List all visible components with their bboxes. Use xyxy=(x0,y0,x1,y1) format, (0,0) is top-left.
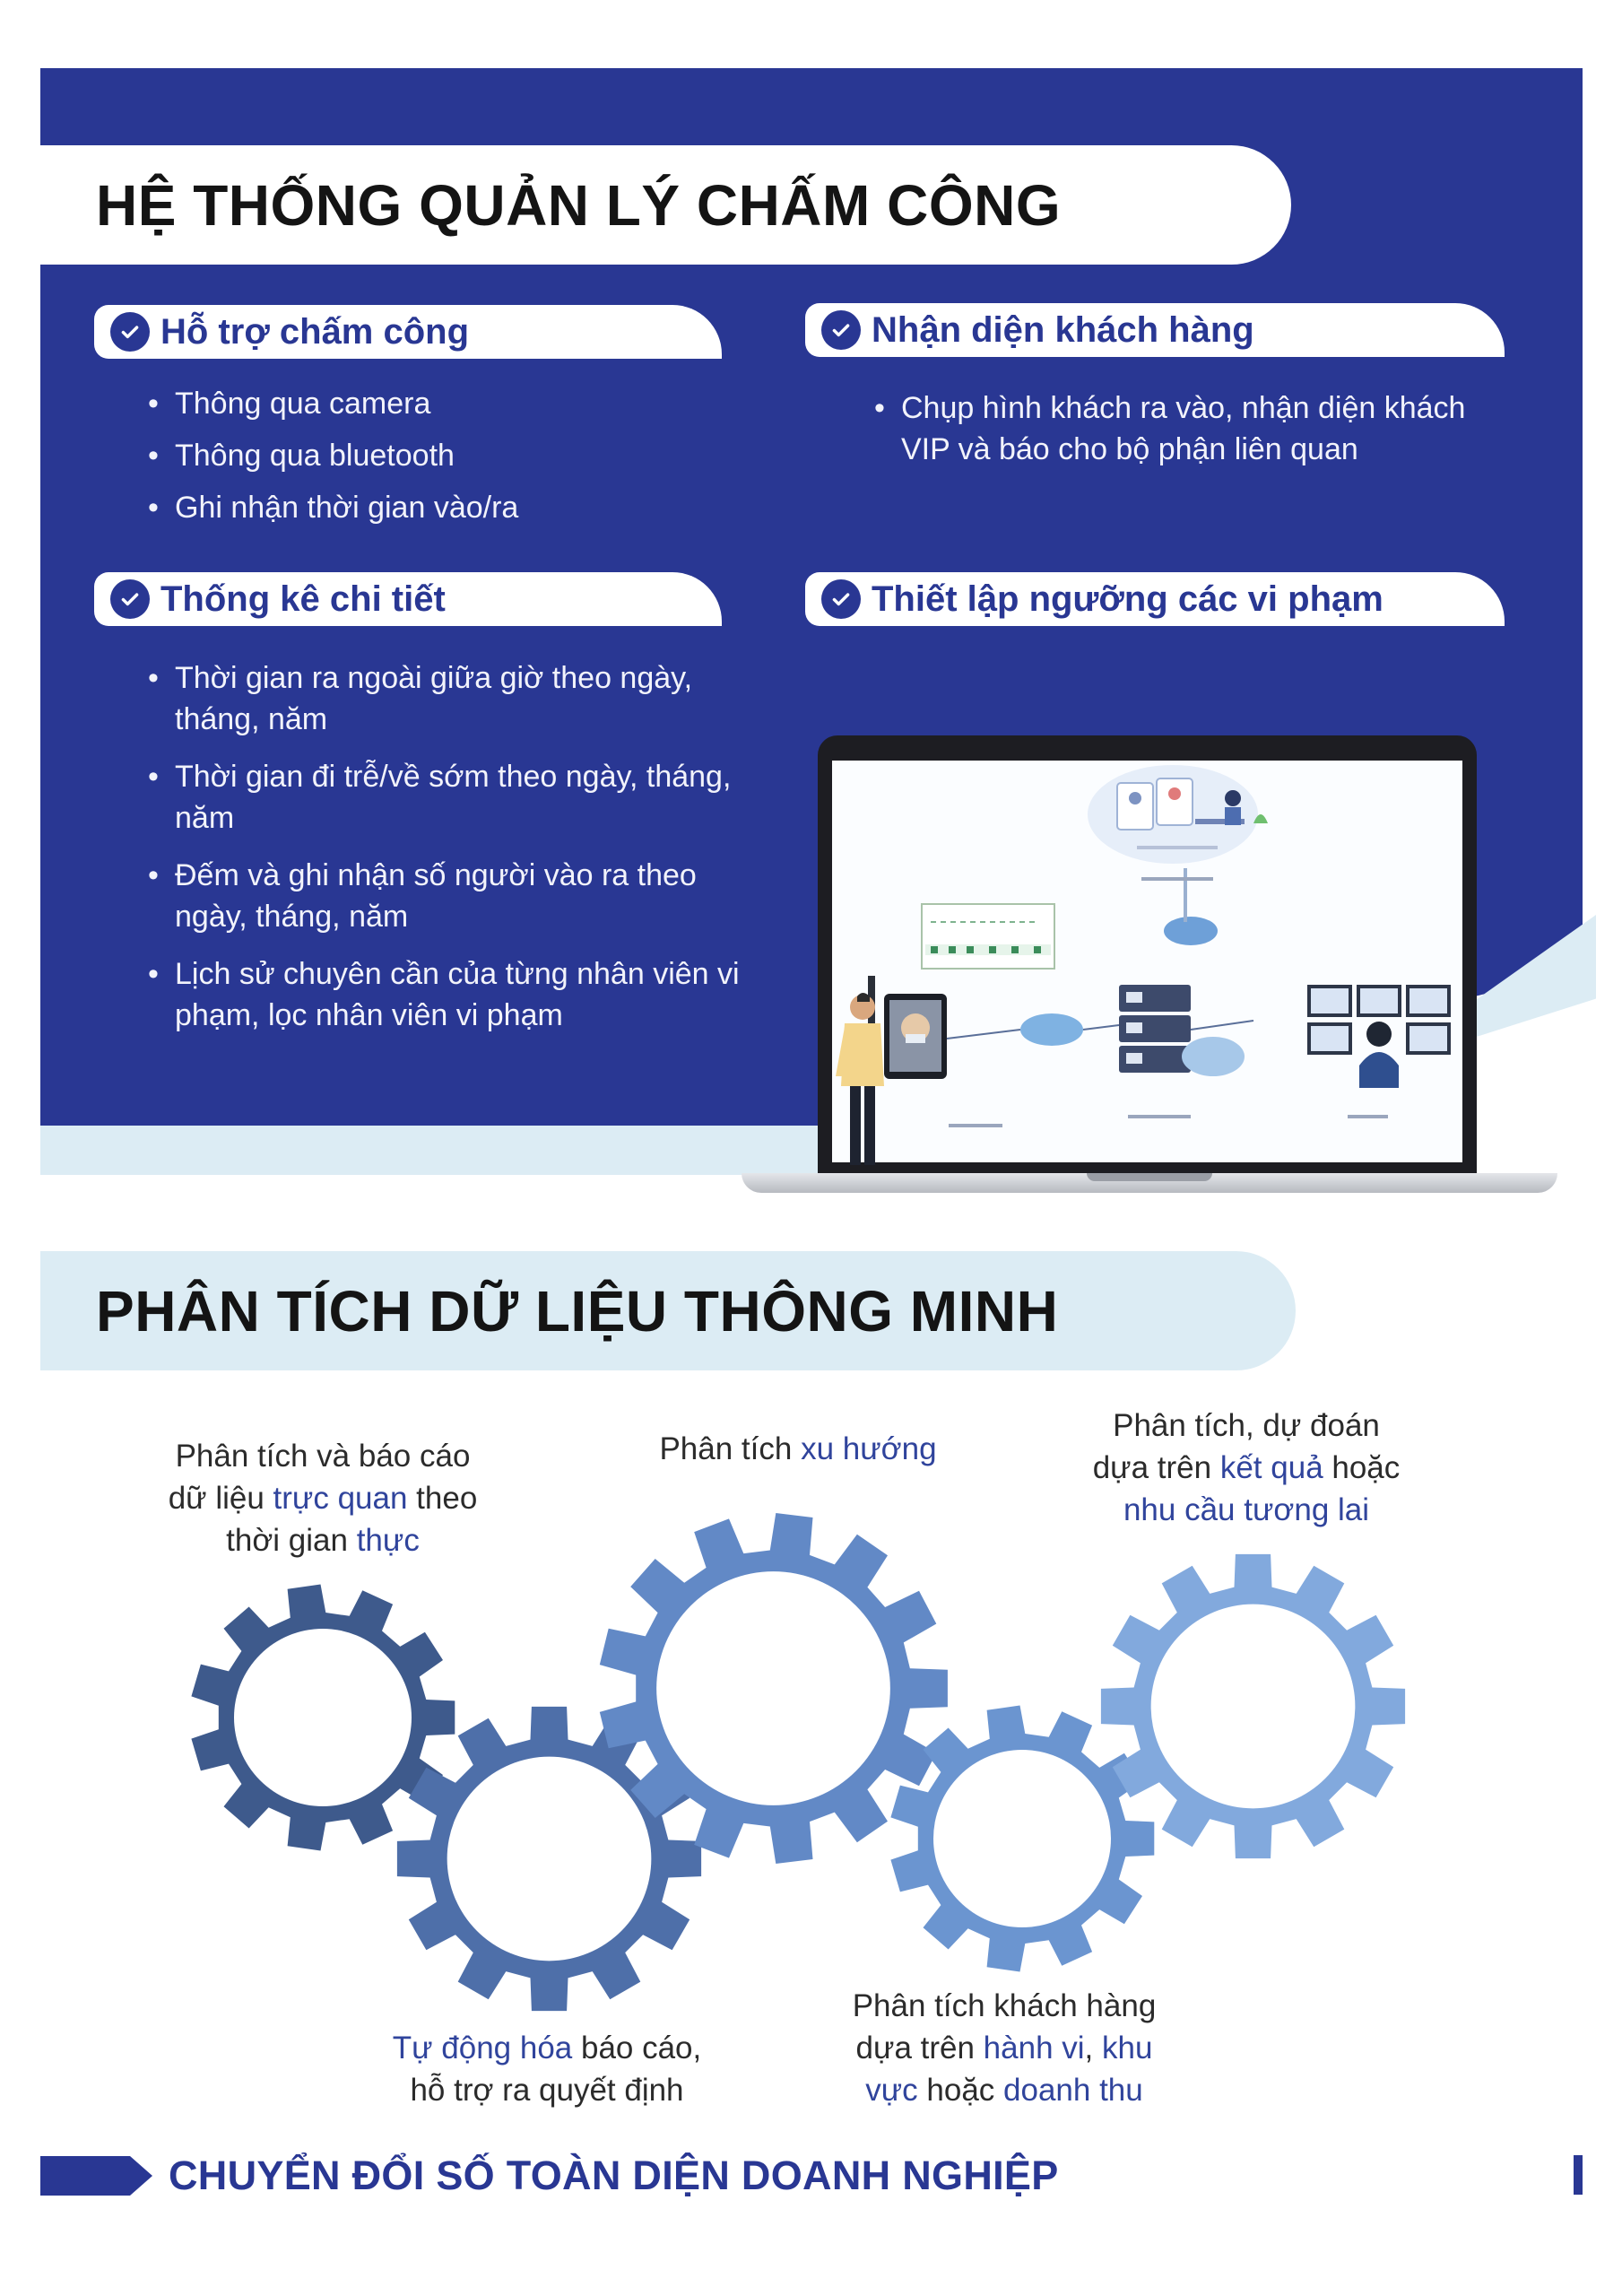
caption-line xyxy=(377,2027,717,2069)
caption-highlight: Tự động hóa xyxy=(392,2031,573,2066)
caption-highlight: thực xyxy=(356,1523,420,1558)
section1-title-bar xyxy=(40,145,1291,265)
section1-title: HỆ THỐNG QUẢN LÝ CHẤM CÔNG xyxy=(96,172,1062,238)
arrow-chevron-icon xyxy=(40,2156,152,2196)
list-item: • Thông qua camera xyxy=(148,383,722,424)
caption-highlight: hành vi xyxy=(983,2031,1085,2066)
feature-pill-violation-threshold xyxy=(805,572,1505,626)
feature-pill-attendance xyxy=(94,305,722,359)
caption-line xyxy=(1067,1447,1426,1489)
caption-line: hỗ trợ ra quyết định xyxy=(410,2073,684,2108)
caption-automation xyxy=(377,2027,717,2111)
feature-pill-statistics xyxy=(94,572,722,626)
check-circle-icon xyxy=(821,310,861,350)
caption-text: theo xyxy=(407,1481,478,1516)
gear-hole xyxy=(1151,1605,1356,1809)
caption-highlight: doanh thu xyxy=(1003,2073,1143,2108)
caption-text: thời gian xyxy=(226,1523,357,1558)
gear-hole xyxy=(234,1629,412,1806)
check-circle-icon xyxy=(110,312,150,352)
caption-line xyxy=(139,1477,507,1519)
caption-line: Phân tích, dự đoán xyxy=(1113,1408,1380,1443)
caption-text: hoặc xyxy=(917,2073,1004,2108)
caption-highlight: nhu cầu tương lai xyxy=(1123,1492,1370,1527)
gear-icon xyxy=(1098,1552,1408,1866)
caption-line xyxy=(1067,1489,1426,1531)
section2-title-bar xyxy=(40,1251,1296,1370)
list-item: • Lịch sử chuyên cần của từng nhân viên vi phạm, lọc nhân viên vi phạm xyxy=(148,953,740,1036)
caption-text: dựa trên xyxy=(1092,1450,1220,1485)
list-item: • Thời gian đi trễ/về sớm theo ngày, tháng, năm xyxy=(148,756,740,839)
caption-line: Phân tích và báo cáo xyxy=(175,1439,471,1474)
feature-pill-customer-recognition xyxy=(805,303,1505,357)
caption-highlight: khu xyxy=(1102,2031,1153,2066)
list-item: • Thông qua bluetooth xyxy=(148,435,722,476)
laptop-notch xyxy=(1087,1173,1212,1181)
caption-line xyxy=(619,1428,977,1470)
feature-label: Nhận diện khách hàng xyxy=(872,309,1254,350)
caption-line: Phân tích khách hàng xyxy=(852,1988,1157,2023)
list-item: • Đếm và ghi nhận số người vào ra theo ngày, tháng, năm xyxy=(148,855,740,937)
caption-highlight: xu hướng xyxy=(801,1431,937,1466)
laptop-screen xyxy=(832,761,1462,1162)
caption-text: Phân tích xyxy=(659,1431,802,1466)
feature-label: Hỗ trợ chấm công xyxy=(160,311,470,352)
caption-text: báo cáo, xyxy=(572,2031,702,2066)
caption-text: dữ liệu xyxy=(168,1481,273,1516)
feature-label: Thiết lập ngưỡng các vi phạm xyxy=(872,578,1383,619)
caption-text: , xyxy=(1084,2031,1102,2066)
caption-trend-analysis xyxy=(619,1428,977,1470)
caption-forecast xyxy=(1067,1405,1426,1531)
caption-line xyxy=(139,1519,507,1561)
caption-realtime-report xyxy=(139,1435,507,1561)
check-circle-icon xyxy=(110,579,150,619)
feature-list-statistics xyxy=(148,657,740,1036)
caption-text: hoặc xyxy=(1323,1450,1401,1485)
caption-highlight: vực xyxy=(865,2073,918,2108)
caption-customer-analysis xyxy=(825,1985,1184,2111)
caption-line xyxy=(825,2069,1184,2111)
caption-line xyxy=(825,2027,1184,2069)
caption-highlight: trực quan xyxy=(273,1481,408,1516)
feature-list-customer-recognition xyxy=(874,387,1502,470)
gear-hole xyxy=(933,1750,1111,1927)
caption-text: dựa trên xyxy=(855,2031,984,2066)
section2-title: PHÂN TÍCH DỮ LIỆU THÔNG MINH xyxy=(96,1278,1059,1344)
list-item: • Thời gian ra ngoài giữa giờ theo ngày, tháng, năm xyxy=(148,657,740,740)
check-circle-icon xyxy=(821,579,861,619)
feature-label: Thống kê chi tiết xyxy=(160,578,446,619)
footer-text: CHUYỂN ĐỔI SỐ TOÀN DIỆN DOANH NGHIỆP xyxy=(169,2152,1059,2198)
list-item: • Ghi nhận thời gian vào/ra xyxy=(148,487,722,528)
list-item: • Chụp hình khách ra vào, nhận diện khách VIP và báo cho bộ phận liên quan xyxy=(874,387,1502,470)
gear-hole xyxy=(656,1571,890,1805)
person-illustration xyxy=(825,991,897,1170)
system-diagram xyxy=(832,761,1462,1162)
caption-highlight: kết quả xyxy=(1219,1450,1323,1485)
feature-list-attendance xyxy=(148,383,722,528)
footer-page-marker xyxy=(1574,2155,1583,2195)
